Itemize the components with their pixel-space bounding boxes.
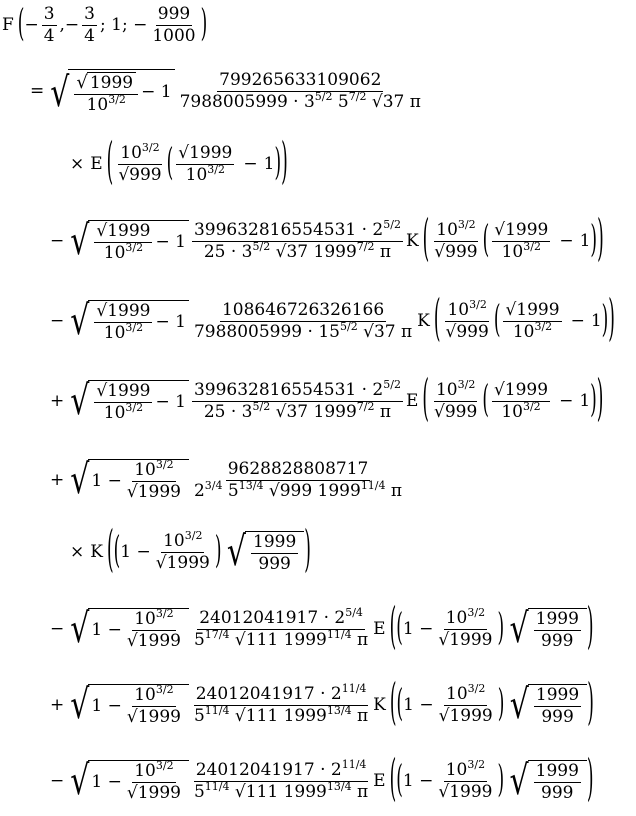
- arg-a: $\frac{3}{4}$: [43, 3, 55, 46]
- arg-z: $\frac{999}{1000}$: [152, 3, 196, 46]
- term-6: − √ 1 − $\frac{10^{3/2}}{√1999}$ $\frac{24012041917 \cdot 2^{5/4}}{5^{17/4} √111 1999^{11/4} \pi}$ E ( ( 1 − $\frac{10^{3/2}}{√1999}$ ) √ $\frac{1999}{999}$ ): [50, 598, 594, 657]
- term-1-cont: × E ( $\frac{10^{3/2}}{√999}$ ( $\frac{√1999}{10^{3/2}}$ − 1 ) ): [70, 133, 288, 192]
- term-5-cont: × K ( ( 1 − $\frac{10^{3/2}}{√1999}$ ) √ $\frac{1999}{999}$ ): [70, 521, 311, 580]
- term-7: + √ 1 − $\frac{10^{3/2}}{√1999}$ $\frac{24012041917 \cdot 2^{11/4}}{5^{11/4} √111 1999^{13/4} \pi}$ K ( ( 1 − $\frac{10^{3/2}}{√1999}$ ) √ $\frac{1999}{999}$ ): [50, 674, 594, 733]
- hypergeometric-lhs: F ( − $\frac{3}{4}$ , − $\frac{3}{4}$ ; 1 ; − $\frac{999}{1000}$ ): [2, 1, 208, 46]
- term-2: − √ $\frac{√1999}{10^{3/2}}$ − 1 $\frac{399632816554531 \cdot 2^{5/2}}{25 \cdot 3^{5/2} √37 1999^{7/2} \pi}$ K ( $\frac{10^{3/2}}{√999}$ ( $\frac{√1999}{10^{3/2}}$ − 1 ) ): [50, 210, 604, 269]
- F-symbol: F: [2, 14, 14, 35]
- coefficient: $\frac{799265633109062}{7988005999 \cdot 3^{5/2} 5^{7/2} √37 \pi}$: [179, 69, 421, 112]
- arg-b: $\frac{3}{4}$: [84, 3, 95, 46]
- term-4: + √ $\frac{√1999}{10^{3/2}}$ − 1 $\frac{399632816554531 \cdot 2^{5/2}}{25 \cdot 3^{5/2} √37 1999^{7/2} \pi}$ E ( $\frac{10^{3/2}}{√999}$ ( $\frac{√1999}{10^{3/2}}$ − 1 ) ): [50, 370, 604, 429]
- term-8: − √ 1 − $\frac{10^{3/2}}{√1999}$ $\frac{24012041917 \cdot 2^{11/4}}{5^{11/4} √111 1999^{13/4} \pi}$ E ( ( 1 − $\frac{10^{3/2}}{√1999}$ ) √ $\frac{1999}{999}$ ): [50, 750, 594, 809]
- sqrt-factor: √ √ 1999 $10^{3/2}$ − 1: [50, 69, 174, 114]
- term-5: + √ 1 − $\frac{10^{3/2}}{√1999}$ $\frac{9628828808717}{2^{3/4} 5^{13/4} √999 1999^{11/4} \pi}$: [50, 456, 403, 504]
- term-1: = √ √ 1999 $10^{3/2}$ − 1 $\frac{799265633109062}{7988005999 \cdot 3^{5/2} 5^{7/2} √37 \pi}$: [30, 68, 421, 117]
- term-3: − √ $\frac{√1999}{10^{3/2}}$ − 1 $\frac{108646726326166}{7988005999 \cdot 15^{5/2} √37 \pi}$ K ( $\frac{10^{3/2}}{√999}$ ( $\frac{√1999}{10^{3/2}}$ − 1 ) ): [50, 290, 615, 349]
